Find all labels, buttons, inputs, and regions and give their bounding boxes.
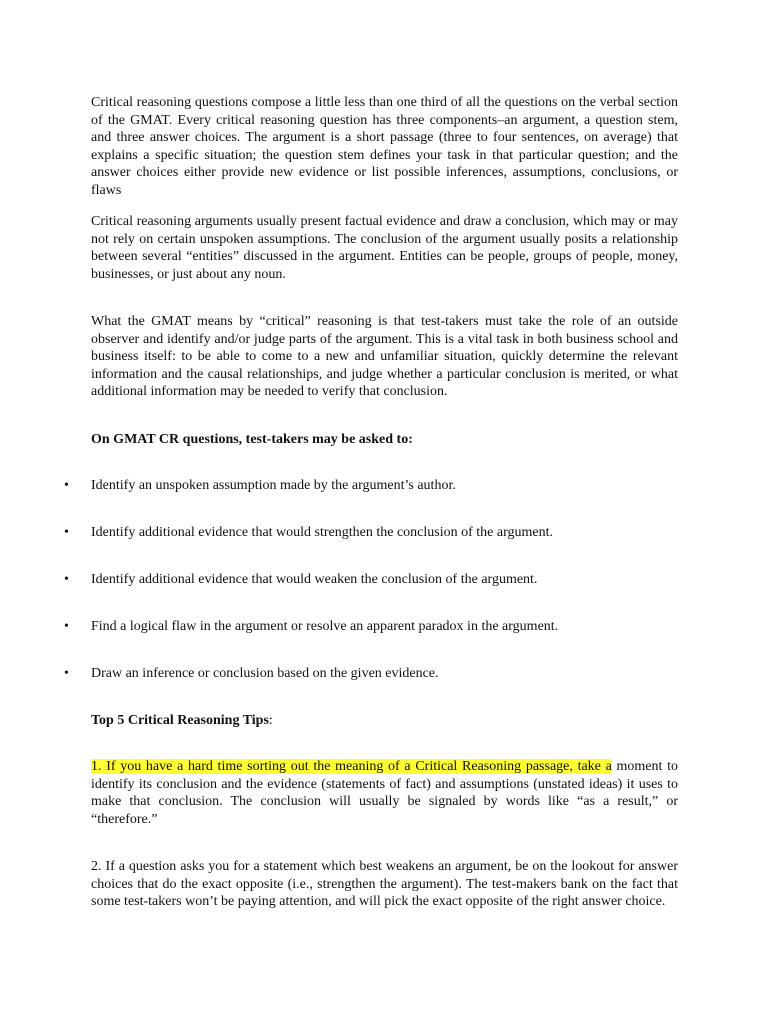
list-item-text: Identify additional evidence that would strengthen the conclusion of the argument.: [91, 525, 553, 540]
bullet-icon: •: [64, 478, 69, 493]
tips-heading: [91, 712, 678, 730]
highlighted-text: 1. If you have a hard time sorting out the meaning of a Critical Reasoning passage, take a: [91, 759, 612, 774]
paragraph-critical-meaning: What the GMAT means by “critical” reasoning is that test-takers must take the role of an outside observer and identify and/or judge parts of the argument. This is a vital task in both business school and business itself: to be able to come to a new and unfamiliar situation, quickly determine the relevant information and the causal relationships, and judge whether a particular conclusion is merited, or what additional information may be needed to verify that conclusion.: [91, 314, 678, 399]
tips-heading-colon: :: [268, 713, 273, 728]
tip-1-text: moment to identify its conclusion and the evidence (statements of fact) and assumptions (unstated ideas) it uses to make that conclusion. The conclusion will usually be signaled by words like “as a result,” or “therefore.”: [91, 759, 678, 827]
cr-questions-heading: On GMAT CR questions, test-takers may be asked to:: [91, 432, 413, 447]
bullet-icon: •: [64, 572, 69, 587]
paragraph-cr-arguments: Critical reasoning arguments usually present factual evidence and draw a conclusion, which may or may not rely on certain unspoken assumptions. The conclusion of the argument usually posits a relationship between several “entities” discussed in the argument. Entities can be people, groups of people, money, businesses, or just about any noun.: [91, 214, 678, 282]
paragraph-cr-overview: Critical reasoning questions compose a little less than one third of all the questions on the verbal section of the GMAT. Every critical reasoning question has three components–an argument, a question stem, and three answer choices. The argument is a short passage (three to four sentences, on average) that explains a specific situation; the question stem defines your task in that particular question; and the answer choices either provide new evidence or list possible inferences, assumptions, conclusions, or flaws: [91, 95, 678, 198]
list-item-text: Find a logical flaw in the argument or resolve an apparent paradox in the argument.: [91, 619, 559, 634]
list-item-text: Identify an unspoken assumption made by the argument’s author.: [91, 478, 456, 493]
tip-1-paragraph: [91, 758, 678, 828]
bullet-icon: •: [64, 619, 69, 634]
tips-heading-title: Top 5 Critical Reasoning Tips: [91, 713, 269, 728]
bullet-icon: •: [64, 525, 69, 540]
bullet-icon: •: [64, 666, 69, 681]
tip-2-paragraph: 2. If a question asks you for a statement which best weakens an argument, be on the lookout for answer choices that do the exact opposite (i.e., strengthen the argument). The test-makers bank on the fact that some test-takers won’t be paying attention, and will pick the exact opposite of the right answer choice.: [91, 859, 678, 909]
list-item-text: Identify additional evidence that would weaken the conclusion of the argument.: [91, 572, 538, 587]
list-item-text: Draw an inference or conclusion based on the given evidence.: [91, 666, 439, 681]
